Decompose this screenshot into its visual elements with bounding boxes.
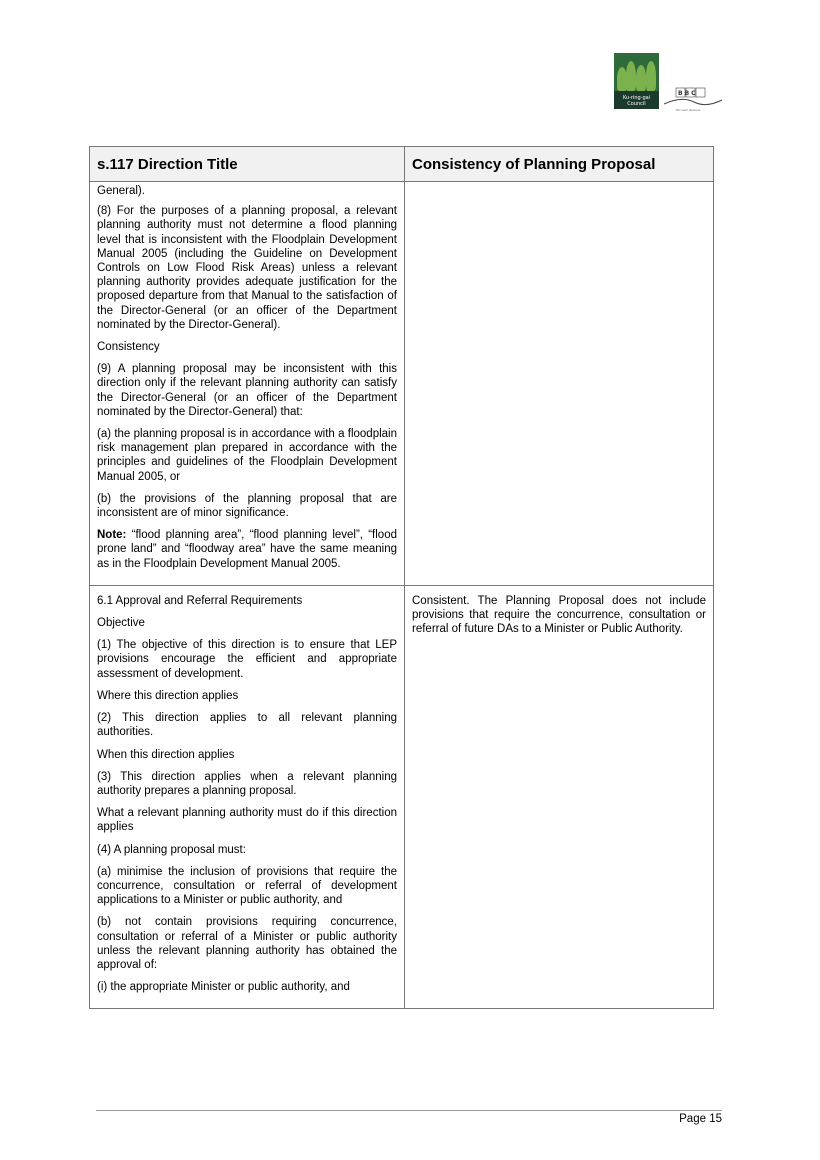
direction-title: 6.1 Approval and Referral Requirements xyxy=(97,594,303,607)
note-paragraph xyxy=(97,528,397,571)
council-logo xyxy=(614,53,659,109)
paragraph: When this direction applies xyxy=(97,748,235,761)
consistency-text: Consistent. The Planning Proposal does not include provisions that require the concurrence, consultation or referral of future DAs to a Minister or Public Authority. xyxy=(412,594,706,636)
direction-cell xyxy=(90,585,405,1008)
header-direction-title: s.117 Direction Title xyxy=(90,147,405,182)
paragraph: Objective xyxy=(97,617,145,630)
bbc-logo xyxy=(662,84,724,114)
header-consistency: Consistency of Planning Proposal xyxy=(405,147,714,182)
paragraph: (a) minimise the inclusion of provisions that require the concurrence, consultation or referral of development applications to a Minister or public authority, and xyxy=(97,865,397,907)
paragraph: (b) the provisions of the planning proposal that are inconsistent are of minor significance. xyxy=(97,492,397,520)
paragraph: (3) This direction applies when a relevant planning authority prepares a planning proposal. xyxy=(97,770,397,797)
note-text: “flood planning area”, “flood planning level”, “flood prone land” and “floodway area” have the same meaning as in the Floodplain Development Manual 2005. xyxy=(97,529,397,570)
council-logo-text-1: Ku-ring-gai xyxy=(622,95,651,101)
paragraph: (i) the appropriate Minister or public authority, and xyxy=(97,981,350,994)
paragraph: Where this direction applies xyxy=(97,689,239,702)
paragraph: (4) A planning proposal must: xyxy=(97,843,246,856)
footer-divider xyxy=(96,1110,722,1111)
paragraph: (8) For the purposes of a planning proposal, a relevant planning authority must not determine a flood planning level that is inconsistent with the Floodplain Development Manual 2005 (including the Guideline on Development Controls on Low Flood Risk Areas) unless a relevant planning authority provides adequate justification for the proposed departure from that Manual to the satisfaction of the Director-General (or an officer of the Department nominated by the Director-General). xyxy=(97,205,397,331)
paragraph: General). xyxy=(97,185,145,197)
paragraph: (9) A planning proposal may be inconsistent with this direction only if the relevant planning authority can satisfy the Director-General (or an officer of the Department nominated by the Director-General) that: xyxy=(97,363,397,418)
page-number: Page 15 xyxy=(679,1113,722,1125)
table-row xyxy=(90,585,714,1008)
tree-icon xyxy=(646,61,656,91)
paragraph: (2) This direction applies to all relevant planning authorities. xyxy=(97,712,397,739)
tree-icon xyxy=(626,61,636,91)
council-logo-text-2: Council xyxy=(627,101,646,107)
consistency-cell xyxy=(405,585,714,1008)
paragraph: (a) the planning proposal is in accordance with a floodplain risk management plan prepared in accordance with the principles and guidelines of the Floodplain Development Manual 2005, or xyxy=(97,428,397,483)
table-header-row xyxy=(90,147,714,182)
paragraph: Consistency xyxy=(97,341,160,354)
paragraph: (1) The objective of this direction is to ensure that LEP provisions encourage the efficient and appropriate assessment of development. xyxy=(97,639,397,680)
tree-icon xyxy=(636,65,646,91)
paragraph: (b) not contain provisions requiring concurrence, consultation or referral of a Minister or public authority unless the relevant planning authority has obtained the approval of: xyxy=(97,916,397,971)
direction-table xyxy=(89,146,714,1009)
bbc-logo-letters: BBC xyxy=(678,90,698,97)
consistency-cell xyxy=(405,182,714,586)
bbc-logo-subtext: bbc town planners xyxy=(676,108,701,112)
direction-cell xyxy=(90,182,405,586)
table-row xyxy=(90,182,714,586)
paragraph: What a relevant planning authority must do if this direction applies xyxy=(97,807,397,834)
note-label: Note: xyxy=(97,529,127,542)
